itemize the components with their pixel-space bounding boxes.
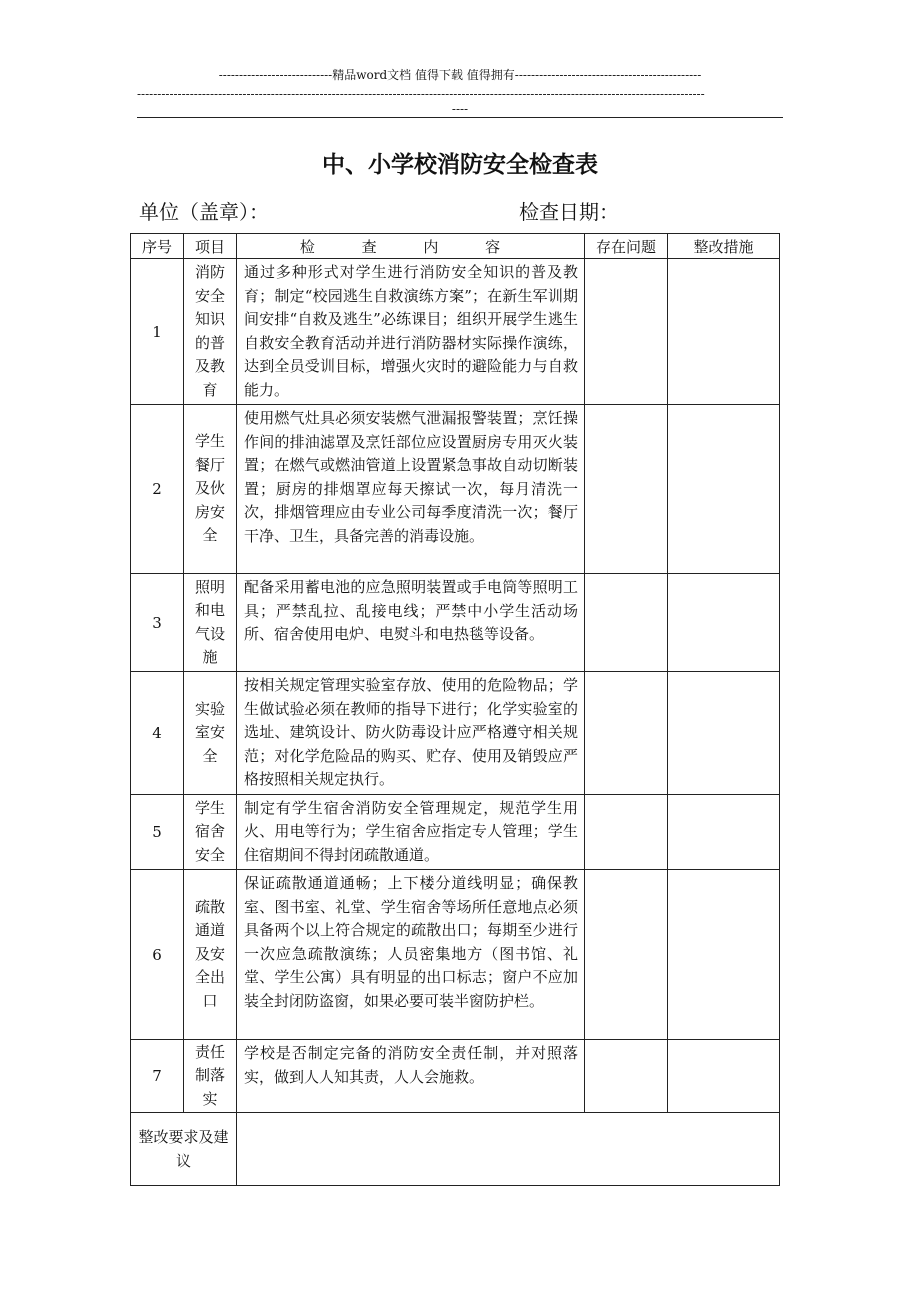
page-header-line-1: ----------------------------精品word文档 值得下载 值得拥有----------------------------------------------	[218, 68, 702, 82]
document-title: 中、小学校消防安全检查表	[322, 152, 598, 178]
header-measure: 整改措施	[668, 234, 780, 259]
row-item: 学生宿舍安全	[184, 794, 237, 870]
row-problem-cell[interactable]	[585, 1040, 668, 1113]
row-problem-cell[interactable]	[585, 574, 668, 672]
row-problem-cell[interactable]	[585, 672, 668, 795]
header-content	[237, 234, 585, 259]
row-no: 6	[131, 870, 184, 1040]
row-measure-cell[interactable]	[668, 405, 780, 574]
header-item: 项目	[184, 234, 237, 259]
row-item: 疏散通道及安全出口	[184, 870, 237, 1040]
footer-row	[131, 1113, 780, 1186]
row-measure-cell[interactable]	[668, 870, 780, 1040]
row-no: 2	[131, 405, 184, 574]
page-header-line-3: ----	[451, 102, 469, 116]
table-row	[131, 1040, 780, 1113]
table-row	[131, 574, 780, 672]
row-content: 使用燃气灶具必须安装燃气泄漏报警装置；烹饪操作间的排油滤罩及烹饪部位应设置厨房专用灭火装置；在燃气或燃油管道上设置紧急事故自动切断装置；厨房的排烟罩应每天擦试一次，每月清洗一次，排烟管理应由专业公司每季度清洗一次；餐厅干净、卫生，具备完善的消毒设施。	[237, 405, 585, 574]
table-row	[131, 672, 780, 795]
row-measure-cell[interactable]	[668, 259, 780, 405]
header-content-text: 检 查 内 容	[299, 237, 522, 256]
row-item: 照明和电气设施	[184, 574, 237, 672]
row-content: 按相关规定管理实验室存放、使用的危险物品；学生做试验必须在教师的指导下进行；化学实验室的选址、建筑设计、防火防毒设计应严格遵守相关规范；对化学危险品的购买、贮存、使用及销毁应严格按照相关规定执行。	[237, 672, 585, 795]
row-item: 学生餐厅及伙房安全	[184, 405, 237, 574]
header-no: 序号	[131, 234, 184, 259]
table-header-row	[131, 234, 780, 259]
rectification-label: 整改要求及建议	[131, 1113, 237, 1186]
row-content: 通过多种形式对学生进行消防安全知识的普及教育；制定“校园逃生自救演练方案”；在新生军训期间安排“自救及逃生”必练课目；组织开展学生逃生自救安全教育活动并进行消防器材实际操作演练，达到全员受训目标，增强火灾时的避险能力与自救能力。	[237, 259, 585, 405]
row-content: 保证疏散通道通畅；上下楼分道线明显；确保教室、图书室、礼堂、学生宿舍等场所任意地点必须具备两个以上符合规定的疏散出口；每期至少进行一次应急疏散演练；人员密集地方（图书馆、礼堂、学生公寓）具有明显的出口标志；窗户不应加装全封闭防盗窗，如果必要可装半窗防护栏。	[237, 870, 585, 1040]
header-rule	[137, 117, 783, 118]
page-header-line-2: --------------------------------------------------------------------------------------------------------------------------------------------	[137, 87, 705, 101]
row-content: 配备采用蓄电池的应急照明装置或手电筒等照明工具；严禁乱拉、乱接电线；严禁中小学生活动场所、宿舍使用电炉、电熨斗和电热毯等设备。	[237, 574, 585, 672]
date-label: 检查日期：	[519, 200, 619, 224]
row-no: 3	[131, 574, 184, 672]
row-item: 责任制落实	[184, 1040, 237, 1113]
row-problem-cell[interactable]	[585, 794, 668, 870]
row-content: 制定有学生宿舍消防安全管理规定，规范学生用火、用电等行为；学生宿舍应指定专人管理；学生住宿期间不得封闭疏散通道。	[237, 794, 585, 870]
header-problem: 存在问题	[585, 234, 668, 259]
row-measure-cell[interactable]	[668, 574, 780, 672]
row-no: 7	[131, 1040, 184, 1113]
inspection-table	[130, 233, 780, 1186]
row-problem-cell[interactable]	[585, 870, 668, 1040]
table-row	[131, 870, 780, 1040]
rectification-input-cell[interactable]	[237, 1113, 780, 1186]
row-measure-cell[interactable]	[668, 794, 780, 870]
row-item: 实验室安全	[184, 672, 237, 795]
row-no: 5	[131, 794, 184, 870]
table-row	[131, 259, 780, 405]
row-problem-cell[interactable]	[585, 259, 668, 405]
table-row	[131, 794, 780, 870]
row-no: 1	[131, 259, 184, 405]
row-item: 消防安全知识的普及教育	[184, 259, 237, 405]
unit-label: 单位（盖章）：	[139, 200, 269, 224]
row-problem-cell[interactable]	[585, 405, 668, 574]
table-row	[131, 405, 780, 574]
row-no: 4	[131, 672, 184, 795]
row-content: 学校是否制定完备的消防安全责任制，并对照落实，做到人人知其责，人人会施救。	[237, 1040, 585, 1113]
row-measure-cell[interactable]	[668, 1040, 780, 1113]
row-measure-cell[interactable]	[668, 672, 780, 795]
